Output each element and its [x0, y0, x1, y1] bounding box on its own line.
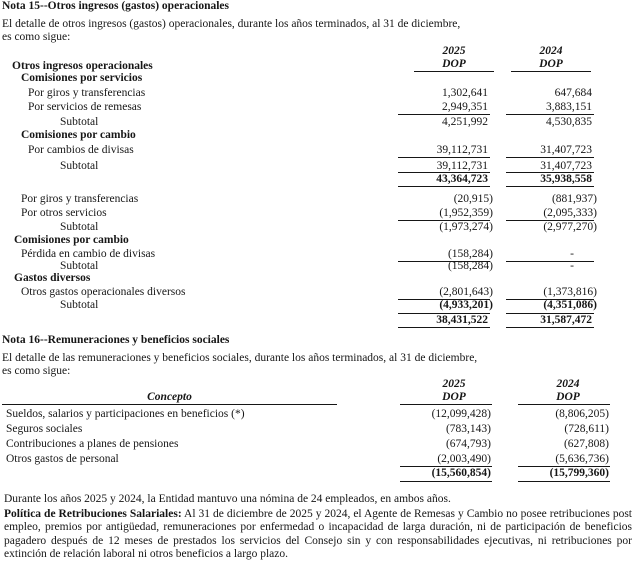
row-label: Por giros y transferencias [28, 87, 146, 99]
note15-year-2024: 2024 [539, 45, 563, 57]
note15-currency-2024: DOP [539, 58, 563, 70]
note16-title: Nota 16--Remuneraciones y beneficios sociales [2, 334, 230, 346]
row-value-2025: (158,284) [447, 248, 493, 260]
row-value-2024: (4,351,086) [543, 299, 597, 311]
note16-currency-2024: DOP [556, 391, 580, 403]
row-value-2024: (5,636,736) [555, 453, 609, 465]
row-label: Sueldos, salarios y participaciones en beneficios (*) [6, 408, 245, 420]
row-label: Por giros y transferencias [21, 193, 139, 205]
row-value-2025: (2,801,643) [439, 286, 493, 298]
subtotal-rule [398, 114, 490, 115]
row-value-2025: (783,143) [445, 423, 491, 435]
row-value-2024: 31,407,723 [540, 144, 592, 156]
note15-intro-cont: es como sigue: [2, 31, 71, 43]
row-label: Pérdida en cambio de divisas [21, 248, 156, 260]
total-value-2024: (15,799,360) [549, 467, 609, 479]
group-heading: Comisiones por cambio [14, 234, 129, 246]
row-value-2025: (158,284) [447, 260, 493, 272]
grand-total-2025: 38,431,522 [436, 314, 488, 326]
row-value-2024: - [570, 260, 574, 272]
group-heading: Comisiones por servicios [21, 72, 143, 84]
header-underline [414, 71, 494, 72]
row-value-2025: (1,973,274) [439, 221, 493, 233]
row-value-2025: (20,915) [453, 193, 493, 205]
row-value-2024: 647,684 [554, 87, 592, 99]
row-value-2024: (881,937) [551, 193, 597, 205]
policy-heading: Política de Retribuciones Salariales: [4, 508, 182, 520]
row-label: Otros gastos operacionales diversos [21, 286, 186, 298]
policy-text: Al 31 de diciembre de 2025 y 2024, el Agente de Remesas y Cambio no posee retribuciones post empleo, premios por antigüedad, remuneraciones por enfermedad o incapacidad de larga duración, ni de participación de beneficios pagadero después de 12 meses de prestados los servicios del Consejo sin y con responsabilidades ejecutivas, ni retribuciones por extinción de relación laboral ni otros beneficios a largo plazo. [4, 508, 632, 561]
row-value-2024: (8,806,205) [555, 408, 609, 420]
row-label: Por cambios de divisas [28, 144, 134, 156]
row-value-2025: (4,933,201) [439, 299, 493, 311]
total-rule [518, 481, 610, 482]
row-value-2024: - [570, 248, 574, 260]
row-value-2025: 39,112,731 [436, 144, 488, 156]
total-value-2025: 43,364,723 [436, 173, 488, 185]
row-value-2024: (728,611) [564, 423, 609, 435]
subtotal-rule [506, 157, 594, 158]
row-label: Contribuciones a planes de pensiones [6, 438, 179, 450]
note16-currency-2025: DOP [442, 391, 466, 403]
row-label: Subtotal [60, 221, 99, 233]
total-rule [398, 186, 490, 187]
row-value-2025: (674,793) [445, 438, 491, 450]
note16-intro-cont: es como sigue: [2, 365, 71, 377]
row-label: Subtotal [60, 260, 99, 272]
grand-total-2024: 31,587,472 [540, 314, 592, 326]
row-label: Subtotal [60, 299, 99, 311]
row-value-2024: 3,883,151 [546, 101, 592, 113]
row-label: Otros gastos de personal [6, 453, 119, 465]
total-value-2024: 35,938,558 [540, 173, 592, 185]
row-value-2025: 2,949,351 [442, 101, 488, 113]
subtotal-rule [398, 157, 490, 158]
note15-title: Nota 15--Otros ingresos (gastos) operacionales [2, 0, 229, 12]
employees-text: Durante los años 2025 y 2024, la Entidad mantuvo una nómina de 24 empleados, en ambos años. [4, 493, 451, 505]
total-rule [400, 481, 492, 482]
group-heading: Comisiones por cambio [21, 129, 136, 141]
header-underline [511, 71, 591, 72]
concept-header: Concepto [147, 391, 192, 403]
row-value-2024: (2,977,270) [543, 221, 597, 233]
row-label: Seguros sociales [6, 423, 83, 435]
row-label: Subtotal [60, 116, 99, 128]
row-value-2025: 4,251,992 [442, 116, 488, 128]
group-heading: Gastos diversos [14, 272, 91, 284]
row-value-2024: 4,530,835 [546, 116, 592, 128]
policy-paragraph [4, 508, 632, 562]
row-label: Por otros servicios [21, 207, 107, 219]
subtotal-rule [506, 114, 594, 115]
row-value-2024: (627,808) [563, 438, 609, 450]
row-value-2024: (2,095,333) [543, 207, 597, 219]
row-label: Subtotal [60, 160, 99, 172]
total-rule [506, 327, 594, 328]
row-label: Por servicios de remesas [28, 101, 142, 113]
row-value-2024: 31,407,723 [540, 160, 592, 172]
row-value-2024: (1,373,816) [543, 286, 597, 298]
total-rule [506, 186, 594, 187]
note16-year-2025: 2025 [442, 378, 466, 390]
header-underline [400, 404, 492, 405]
note16-intro: El detalle de las remuneraciones y beneficios sociales, durante los años terminados, al 31 de diciembre, [2, 352, 478, 364]
note15-year-2025: 2025 [442, 45, 466, 57]
section-title: Otros ingresos operacionales [12, 60, 153, 72]
note16-year-2024: 2024 [556, 378, 580, 390]
total-rule [398, 327, 490, 328]
header-underline [2, 404, 337, 405]
row-value-2025: (12,099,428) [431, 408, 491, 420]
row-value-2025: (2,003,490) [437, 453, 491, 465]
row-value-2025: (1,952,359) [439, 207, 493, 219]
header-underline [518, 404, 610, 405]
row-value-2025: 39,112,731 [436, 160, 488, 172]
row-value-2025: 1,302,641 [442, 87, 488, 99]
note15-currency-2025: DOP [442, 58, 466, 70]
note15-intro: El detalle de otros ingresos (gastos) operacionales, durante los años terminados, al 31 de diciembre, [2, 18, 461, 30]
total-value-2025: (15,560,854) [431, 467, 491, 479]
